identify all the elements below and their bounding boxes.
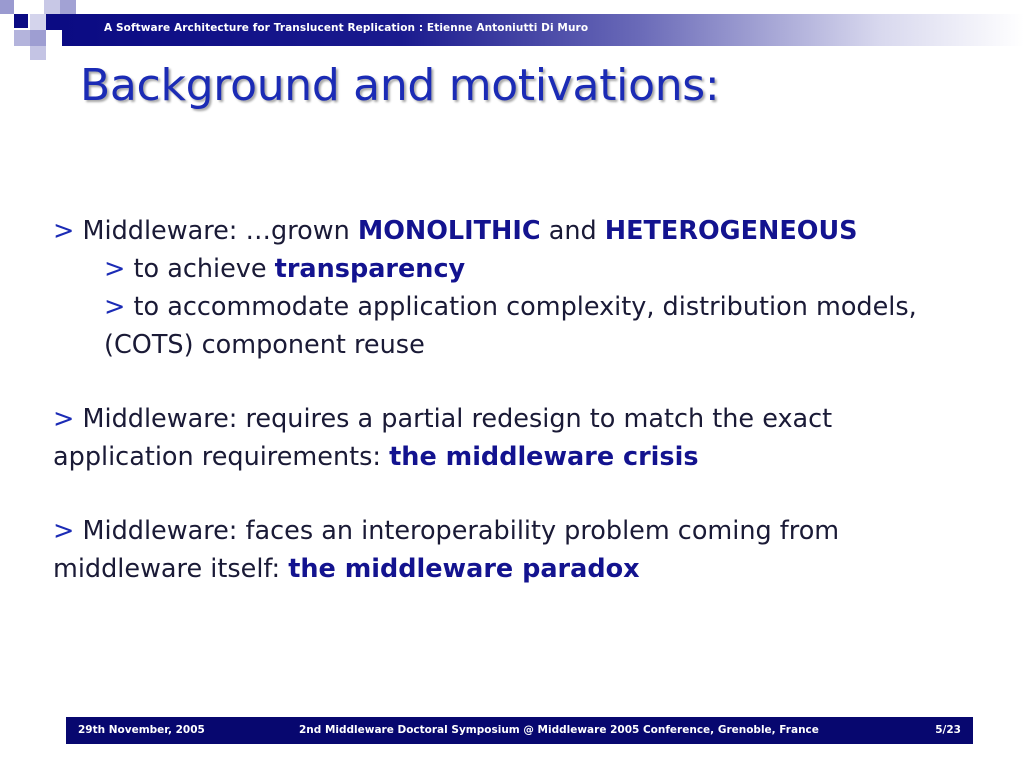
slide-title: Background and motivations: — [80, 60, 720, 111]
bullet-text: application requirements: — [53, 442, 390, 472]
sub-bullet-complexity-cont — [53, 326, 983, 364]
deco-square — [46, 14, 62, 30]
page-number: 5/23 — [935, 724, 961, 736]
bullet-text: middleware itself: — [53, 554, 289, 584]
deco-square — [30, 14, 46, 30]
bullet-text: Middleware: faces an interoperability problem coming from — [82, 516, 840, 546]
bullet-crisis-cont — [53, 438, 983, 476]
bullet-crisis — [53, 400, 983, 438]
emphasis-paradox: the middleware paradox — [288, 554, 640, 584]
bullet-text: (COTS) component reuse — [104, 330, 425, 360]
bullet-monolithic — [53, 212, 983, 250]
bullet-text: Middleware: …grown — [82, 216, 358, 246]
bullet-marker: > — [104, 292, 126, 322]
footer-date: 29th November, 2005 — [78, 724, 205, 736]
bullet-marker: > — [53, 516, 75, 546]
deco-square — [14, 14, 28, 28]
emphasis-heterogeneous: HETEROGENEOUS — [604, 216, 858, 246]
bullet-text: and — [540, 216, 605, 246]
footer-bar — [66, 717, 973, 744]
running-title: A Software Architecture for Translucent Replication : Etienne Antoniutti Di Muro — [104, 22, 589, 34]
emphasis-monolithic: MONOLITHIC — [357, 216, 541, 246]
bullet-paradox — [53, 512, 983, 550]
footer-conference: 2nd Middleware Doctoral Symposium @ Middleware 2005 Conference, Grenoble, France — [299, 724, 819, 736]
deco-square — [44, 0, 60, 14]
deco-square — [0, 0, 14, 14]
bullet-marker: > — [104, 254, 126, 284]
deco-square — [30, 46, 46, 60]
slide-body — [53, 212, 983, 588]
bullet-marker: > — [53, 216, 75, 246]
sub-bullet-complexity — [53, 288, 983, 326]
deco-square — [14, 30, 30, 46]
emphasis-crisis: the middleware crisis — [389, 442, 699, 472]
bullet-marker: > — [53, 404, 75, 434]
bullet-text: to achieve — [133, 254, 275, 284]
deco-square — [60, 0, 76, 14]
bullet-text: to accommodate application complexity, distribution models, — [133, 292, 917, 322]
deco-square — [30, 30, 46, 46]
bullet-paradox-cont — [53, 550, 983, 588]
emphasis-transparency: transparency — [274, 254, 466, 284]
sub-bullet-transparency — [53, 250, 983, 288]
bullet-text: Middleware: requires a partial redesign to match the exact — [82, 404, 833, 434]
